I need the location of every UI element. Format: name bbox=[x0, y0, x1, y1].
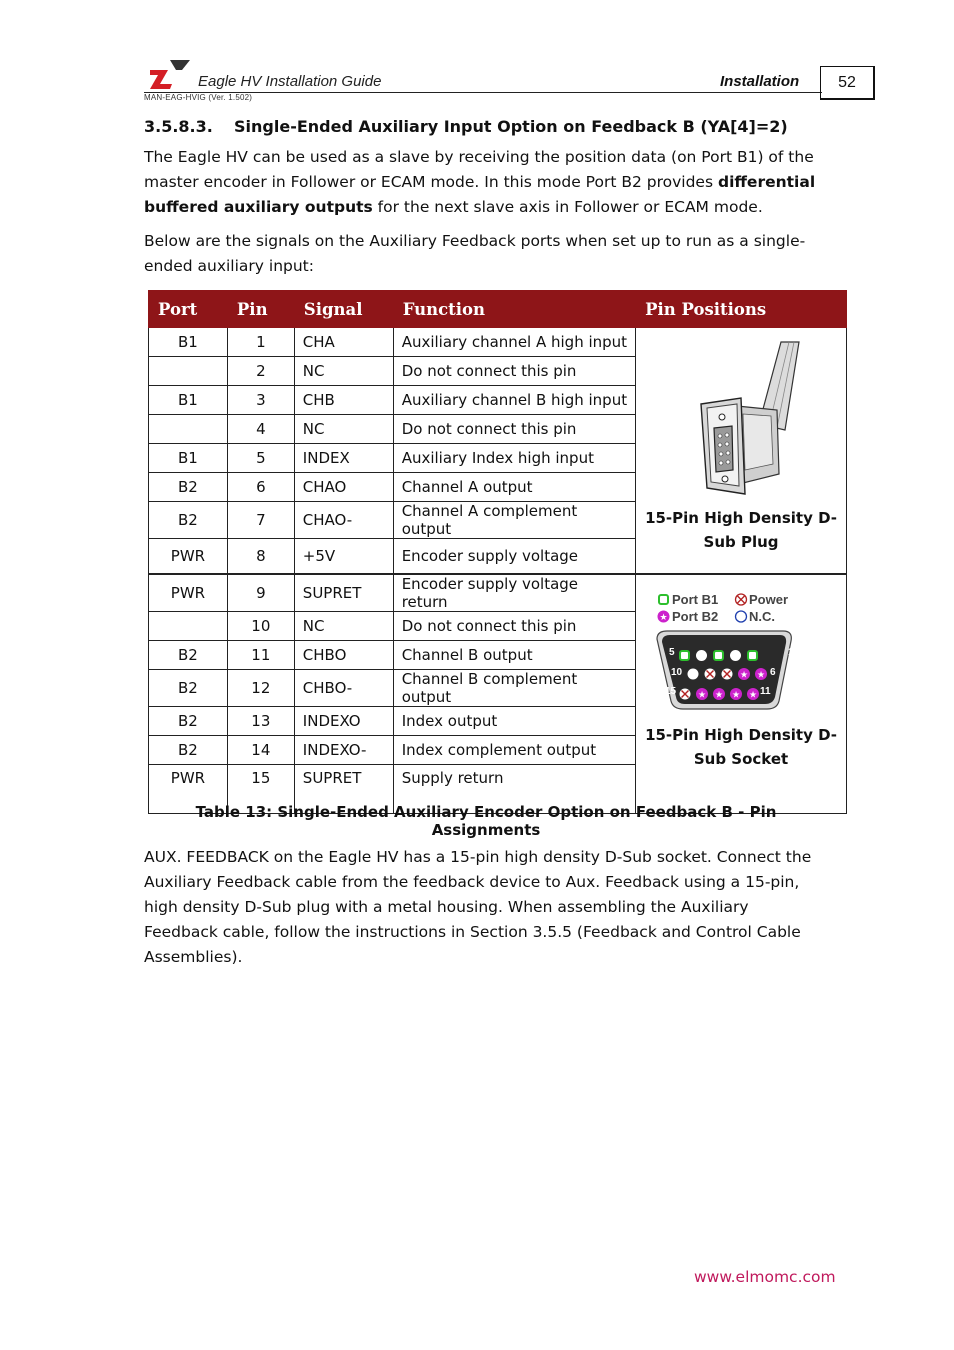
cell-function: Supply return bbox=[393, 765, 635, 814]
cell-pin: 12 bbox=[227, 670, 294, 707]
cell-signal: CHAO- bbox=[294, 502, 393, 539]
cell-pin: 9 bbox=[227, 574, 294, 612]
section-heading bbox=[144, 117, 788, 136]
cell-signal: NC bbox=[294, 612, 393, 641]
cell-port: B2 bbox=[149, 707, 228, 736]
cell-pin: 5 bbox=[227, 444, 294, 473]
header-pin-positions: Pin Positions bbox=[636, 291, 847, 328]
cell-signal: SUPRET bbox=[294, 765, 393, 814]
cell-signal: CHA bbox=[294, 328, 393, 357]
footer-website-link[interactable]: www.elmomc.com bbox=[694, 1268, 836, 1286]
para1-bold-text: differential buffered auxiliary outputs bbox=[144, 173, 816, 216]
cell-port: PWR bbox=[149, 539, 228, 575]
socket-cell bbox=[636, 574, 847, 814]
cell-pin: 6 bbox=[227, 473, 294, 502]
heading-title: Single-Ended Auxiliary Input Option on Feedback B (YA[4]=2) bbox=[234, 117, 788, 136]
svg-text:★: ★ bbox=[749, 690, 758, 701]
cell-signal: INDEX bbox=[294, 444, 393, 473]
cell-signal: NC bbox=[294, 357, 393, 386]
legend-port-b1: Port B1 bbox=[672, 592, 719, 607]
header-function: Function bbox=[393, 291, 635, 328]
cell-function: Auxiliary channel B high input bbox=[393, 386, 635, 415]
plug-caption: 15-Pin High Density D-Sub Plug bbox=[645, 509, 838, 551]
table-row bbox=[149, 328, 847, 357]
cell-pin: 10 bbox=[227, 612, 294, 641]
pin-label-1: 1 bbox=[788, 647, 794, 658]
dsub-plug-image bbox=[681, 334, 801, 502]
cell-function: Channel A output bbox=[393, 473, 635, 502]
cell-port: B2 bbox=[149, 641, 228, 670]
header-port: Port bbox=[149, 291, 228, 328]
pin-9-power bbox=[705, 669, 716, 680]
header-signal: Signal bbox=[294, 291, 393, 328]
dsub-socket-diagram bbox=[651, 591, 831, 719]
legend-nc: N.C. bbox=[749, 609, 776, 624]
cell-function: Encoder supply voltage return bbox=[393, 574, 635, 612]
pin-2-nc bbox=[730, 650, 741, 661]
cell-function: Do not connect this pin bbox=[393, 357, 635, 386]
pin-1-b1 bbox=[748, 651, 757, 660]
cell-pin: 14 bbox=[227, 736, 294, 765]
cell-pin: 3 bbox=[227, 386, 294, 415]
cell-signal: CHBO bbox=[294, 641, 393, 670]
cell-function: Channel B output bbox=[393, 641, 635, 670]
svg-text:★: ★ bbox=[757, 670, 766, 681]
svg-text:★: ★ bbox=[732, 690, 741, 701]
pin-4-nc bbox=[696, 650, 707, 661]
legend-b2-icon bbox=[658, 611, 670, 624]
cell-port: B2 bbox=[149, 670, 228, 707]
svg-text:★: ★ bbox=[715, 690, 724, 701]
pin-label-10: 10 bbox=[671, 667, 683, 678]
cell-port: PWR bbox=[149, 765, 228, 814]
table-row bbox=[149, 574, 847, 612]
cell-function: Channel A complement output bbox=[393, 502, 635, 539]
pin-label-11: 11 bbox=[760, 686, 771, 697]
svg-text:★: ★ bbox=[740, 670, 749, 681]
svg-text:★: ★ bbox=[698, 690, 707, 701]
cell-pin: 11 bbox=[227, 641, 294, 670]
pin-label-15: 15 bbox=[665, 686, 677, 697]
legend-b1-icon bbox=[659, 595, 668, 604]
cell-pin: 7 bbox=[227, 502, 294, 539]
elmo-logo bbox=[148, 58, 192, 90]
cell-port bbox=[149, 415, 228, 444]
page-number: 52 bbox=[820, 66, 875, 100]
pin-15-power bbox=[680, 689, 691, 700]
pin-3-b1 bbox=[714, 651, 723, 660]
cell-function: Do not connect this pin bbox=[393, 612, 635, 641]
cell-pin: 2 bbox=[227, 357, 294, 386]
document-code: MAN-EAG-HVIG (Ver. 1.502) bbox=[144, 93, 253, 102]
pin-8-power bbox=[722, 669, 733, 680]
para1-text-c: for the next slave axis in Follower or ECAM mode. bbox=[372, 198, 763, 216]
svg-text:★: ★ bbox=[659, 613, 668, 623]
pin-5-b1 bbox=[680, 651, 689, 660]
document-title: Eagle HV Installation Guide bbox=[198, 73, 382, 90]
cell-port: B1 bbox=[149, 386, 228, 415]
heading-number: 3.5.8.3. bbox=[144, 117, 213, 136]
header-pin: Pin bbox=[227, 291, 294, 328]
plug-cell bbox=[636, 328, 847, 575]
section-label: Installation bbox=[720, 73, 800, 90]
cell-signal: +5V bbox=[294, 539, 393, 575]
legend-power: Power bbox=[749, 592, 789, 607]
pin-10-nc bbox=[688, 669, 699, 680]
cell-function: Index complement output bbox=[393, 736, 635, 765]
cell-function: Do not connect this pin bbox=[393, 415, 635, 444]
pin-assignment-table bbox=[148, 290, 847, 814]
cell-port: B1 bbox=[149, 328, 228, 357]
cell-signal: CHAO bbox=[294, 473, 393, 502]
cell-signal: CHBO- bbox=[294, 670, 393, 707]
cell-port bbox=[149, 357, 228, 386]
legend-port-b2: Port B2 bbox=[672, 609, 719, 624]
cell-port: B2 bbox=[149, 502, 228, 539]
aux-feedback-paragraph: AUX. FEEDBACK on the Eagle HV has a 15-pin high density D-Sub socket. Connect the Auxiliary Feedback cable from the feedback device to Aux. Feedback using a 15-pin, high density D-Sub plug with a metal housing. When assembling the Auxiliary Feedback cable, follow the instructions in Section 3.5.5 (Feedback and Control Cable Assemblies). bbox=[144, 848, 812, 966]
cell-port: B1 bbox=[149, 444, 228, 473]
cell-port: B2 bbox=[149, 473, 228, 502]
table-header-row bbox=[149, 291, 847, 328]
cell-function: Channel B complement output bbox=[393, 670, 635, 707]
socket-caption: 15-Pin High Density D-Sub Socket bbox=[645, 726, 838, 768]
legend-nc-icon bbox=[736, 611, 747, 622]
cell-pin: 1 bbox=[227, 328, 294, 357]
pin-label-6: 6 bbox=[770, 667, 776, 678]
cell-pin: 15 bbox=[227, 765, 294, 814]
cell-signal: NC bbox=[294, 415, 393, 444]
cell-signal: SUPRET bbox=[294, 574, 393, 612]
cell-port bbox=[149, 612, 228, 641]
cell-function: Index output bbox=[393, 707, 635, 736]
legend-power-icon bbox=[736, 594, 747, 605]
cell-signal: INDEXO- bbox=[294, 736, 393, 765]
table-caption: Table 13: Single-Ended Auxiliary Encoder Option on Feedback B - Pin Assignments bbox=[195, 803, 777, 839]
cell-pin: 8 bbox=[227, 539, 294, 575]
cell-function: Auxiliary Index high input bbox=[393, 444, 635, 473]
cell-pin: 4 bbox=[227, 415, 294, 444]
cell-pin: 13 bbox=[227, 707, 294, 736]
cell-signal: INDEXO bbox=[294, 707, 393, 736]
para1-text-a: The Eagle HV can be used as a slave by receiving the position data (on Port B1) of the master encoder in Follower or ECAM mode. In this mode Port B2 provides bbox=[144, 148, 814, 191]
cell-function: Auxiliary channel A high input bbox=[393, 328, 635, 357]
cell-port: B2 bbox=[149, 736, 228, 765]
signals-paragraph: Below are the signals on the Auxiliary Feedback ports when set up to run as a single-ended auxiliary input: bbox=[144, 232, 806, 275]
cell-signal: CHB bbox=[294, 386, 393, 415]
cell-port: PWR bbox=[149, 574, 228, 612]
intro-paragraph bbox=[144, 145, 824, 220]
cell-function: Encoder supply voltage bbox=[393, 539, 635, 575]
pin-label-5: 5 bbox=[669, 647, 675, 658]
